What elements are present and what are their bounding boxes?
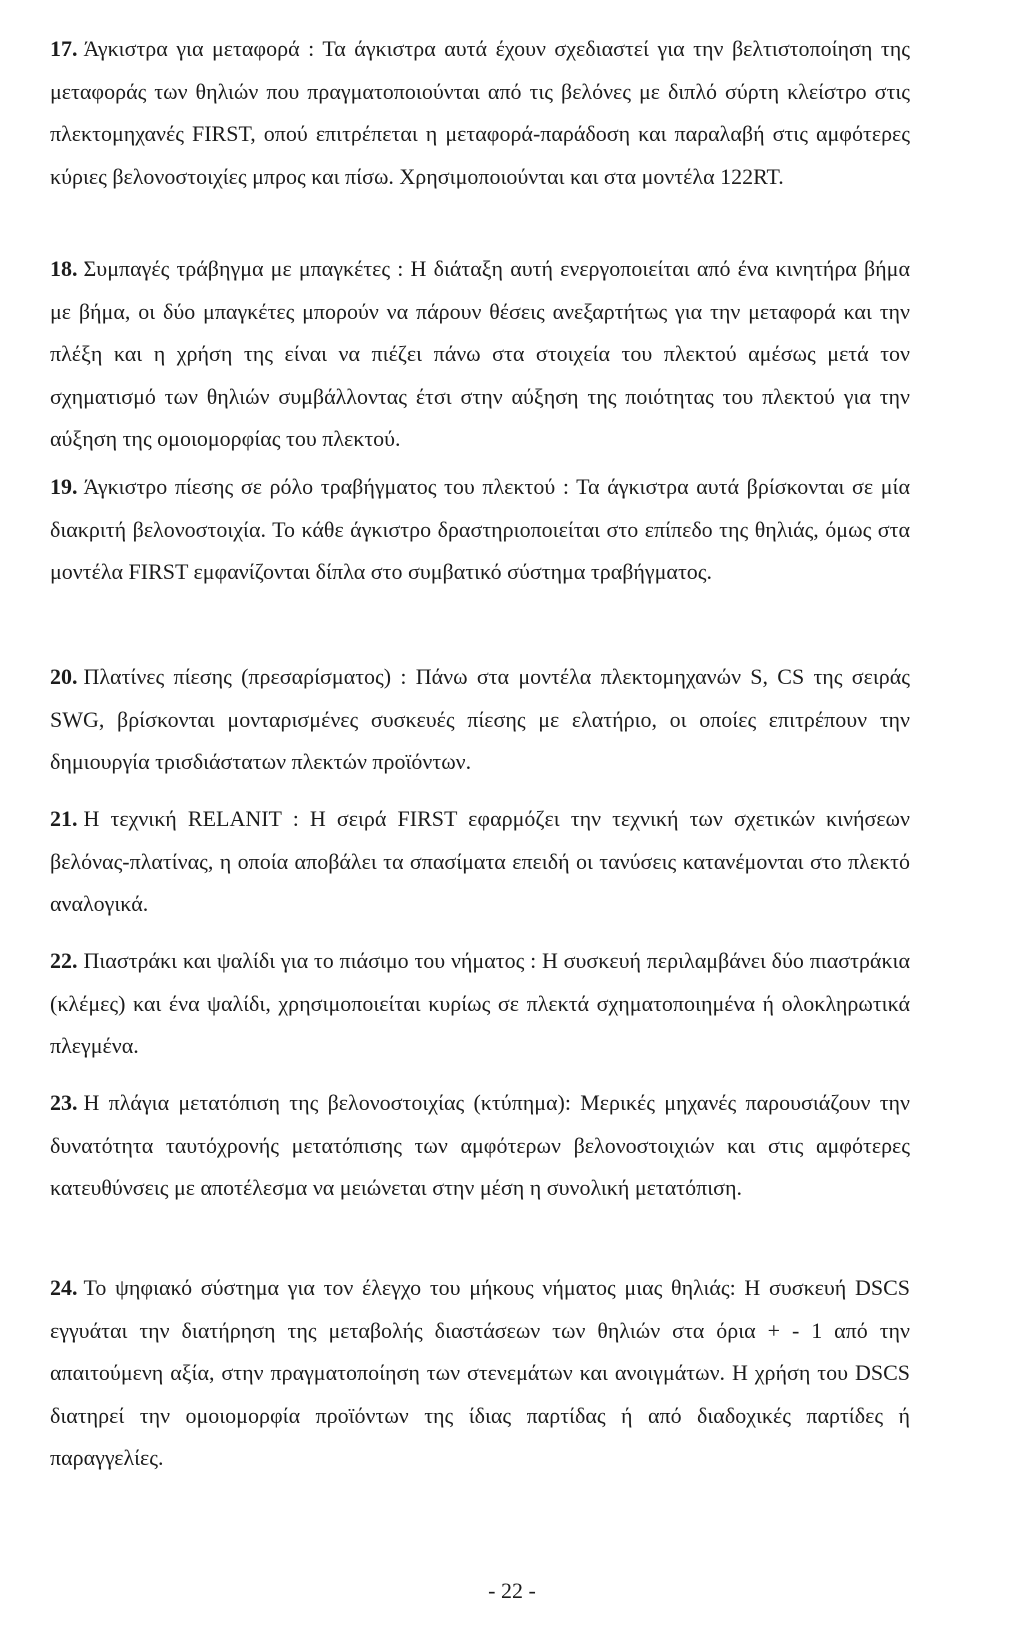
- paragraph-number: 20.: [50, 664, 78, 689]
- paragraph-number: 17.: [50, 36, 78, 61]
- paragraph-number: 19.: [50, 474, 78, 499]
- paragraph-23: [50, 1082, 910, 1210]
- paragraph-17: [50, 28, 910, 198]
- paragraph-19: [50, 466, 910, 594]
- paragraph-text: Πιαστράκι και ψαλίδι για το πιάσιμο του νήματος : Η συσκευή περιλαμβάνει δύο πιαστράκια (κλέμες) και ένα ψαλίδι, χρησιμοποιείται κυρίως σε πλεκτά σχηματοποιημένα ή ολοκληρωτικά πλεγμένα.: [50, 948, 910, 1058]
- paragraph-text: Άγκιστρα για μεταφορά : Τα άγκιστρα αυτά έχουν σχεδιαστεί για την βελτιστοποίηση της μεταφοράς των θηλιών που πραγματοποιούνται από τις βελόνες με διπλό σύρτη κλείστρο στις πλεκτομηχανές FIRST, οπού επιτρέπεται η μεταφορά-παράδοση και παραλαβή στις αμφότερες κύριες βελονοστοιχίες μπρος και πίσω. Χρησιμοποιούνται και στα μοντέλα 122RT.: [50, 36, 910, 189]
- paragraph-text: Το ψηφιακό σύστημα για τον έλεγχο του μήκους νήματος μιας θηλιάς: Η συσκευή DSCS εγγυάται την διατήρηση της μεταβολής διαστάσεων των θηλιών στα όρια + - 1 από την απαιτούμενη αξία, στην πραγματοποίηση των στενεμάτων και ανοιγμάτων. Η χρήση του DSCS διατηρεί την ομοιομορφία προϊόντων της ίδιας παρτίδας ή από διαδοχικές παρτίδες ή παραγγελίες.: [50, 1275, 910, 1470]
- paragraph-number: 23.: [50, 1090, 78, 1115]
- paragraph-20: [50, 656, 910, 784]
- paragraph-21: [50, 798, 910, 926]
- paragraph-24: [50, 1267, 910, 1480]
- paragraph-text: Άγκιστρο πίεσης σε ρόλο τραβήγματος του πλεκτού : Τα άγκιστρα αυτά βρίσκονται σε μία διακριτή βελονοστοιχία. Το κάθε άγκιστρο δραστηριοποιείται στο επίπεδο της θηλιάς, όμως στα μοντέλα FIRST εμφανίζονται δίπλα στο συμβατικό σύστημα τραβήγματος.: [50, 474, 910, 584]
- paragraph-number: 21.: [50, 806, 78, 831]
- paragraph-number: 18.: [50, 256, 78, 281]
- page-number: - 22 -: [488, 1578, 536, 1603]
- paragraph-text: Η πλάγια μετατόπιση της βελονοστοιχίας (κτύπημα): Μερικές μηχανές παρουσιάζουν την δυνατότητα ταυτόχρονής μετατόπισης των αμφότερων βελονοστοιχιών και στις αμφότερες κατευθύνσεις με αποτέλεσμα να μειώνεται στην μέση η συνολική μετατόπιση.: [50, 1090, 910, 1200]
- paragraph-18: [50, 248, 910, 461]
- paragraph-text: Συμπαγές τράβηγμα με μπαγκέτες : Η διάταξη αυτή ενεργοποιείται από ένα κινητήρα βήμα με βήμα, οι δύο μπαγκέτες μπορούν να πάρουν θέσεις ανεξαρτήτως για την μεταφορά και την πλέξη και η χρήση της είναι να πιέζει πάνω στα στοιχεία του πλεκτού αμέσως μετά τον σχηματισμό των θηλιών συμβάλλοντας έτσι στην αύξηση της ποιότητας του πλεκτού για την αύξηση της ομοιομορφίας του πλεκτού.: [50, 256, 910, 451]
- paragraph-number: 24.: [50, 1275, 78, 1300]
- paragraph-text: Πλατίνες πίεσης (πρεσαρίσματος) : Πάνω στα μοντέλα πλεκτομηχανών S, CS της σειράς SWG, βρίσκονται μονταρισμένες συσκευές πίεσης με ελατήριο, οι οποίες επιτρέπουν την δημιουργία τρισδιάστατων πλεκτών προϊόντων.: [50, 664, 910, 774]
- paragraph-number: 22.: [50, 948, 78, 973]
- paragraph-text: Η τεχνική RELANIT : Η σειρά FIRST εφαρμόζει την τεχνική των σχετικών κινήσεων βελόνας-πλατίνας, η οποία αποβάλει τα σπασίματα επειδή οι τανύσεις κατανέμονται στο πλεκτό αναλογικά.: [50, 806, 910, 916]
- paragraph-22: [50, 940, 910, 1068]
